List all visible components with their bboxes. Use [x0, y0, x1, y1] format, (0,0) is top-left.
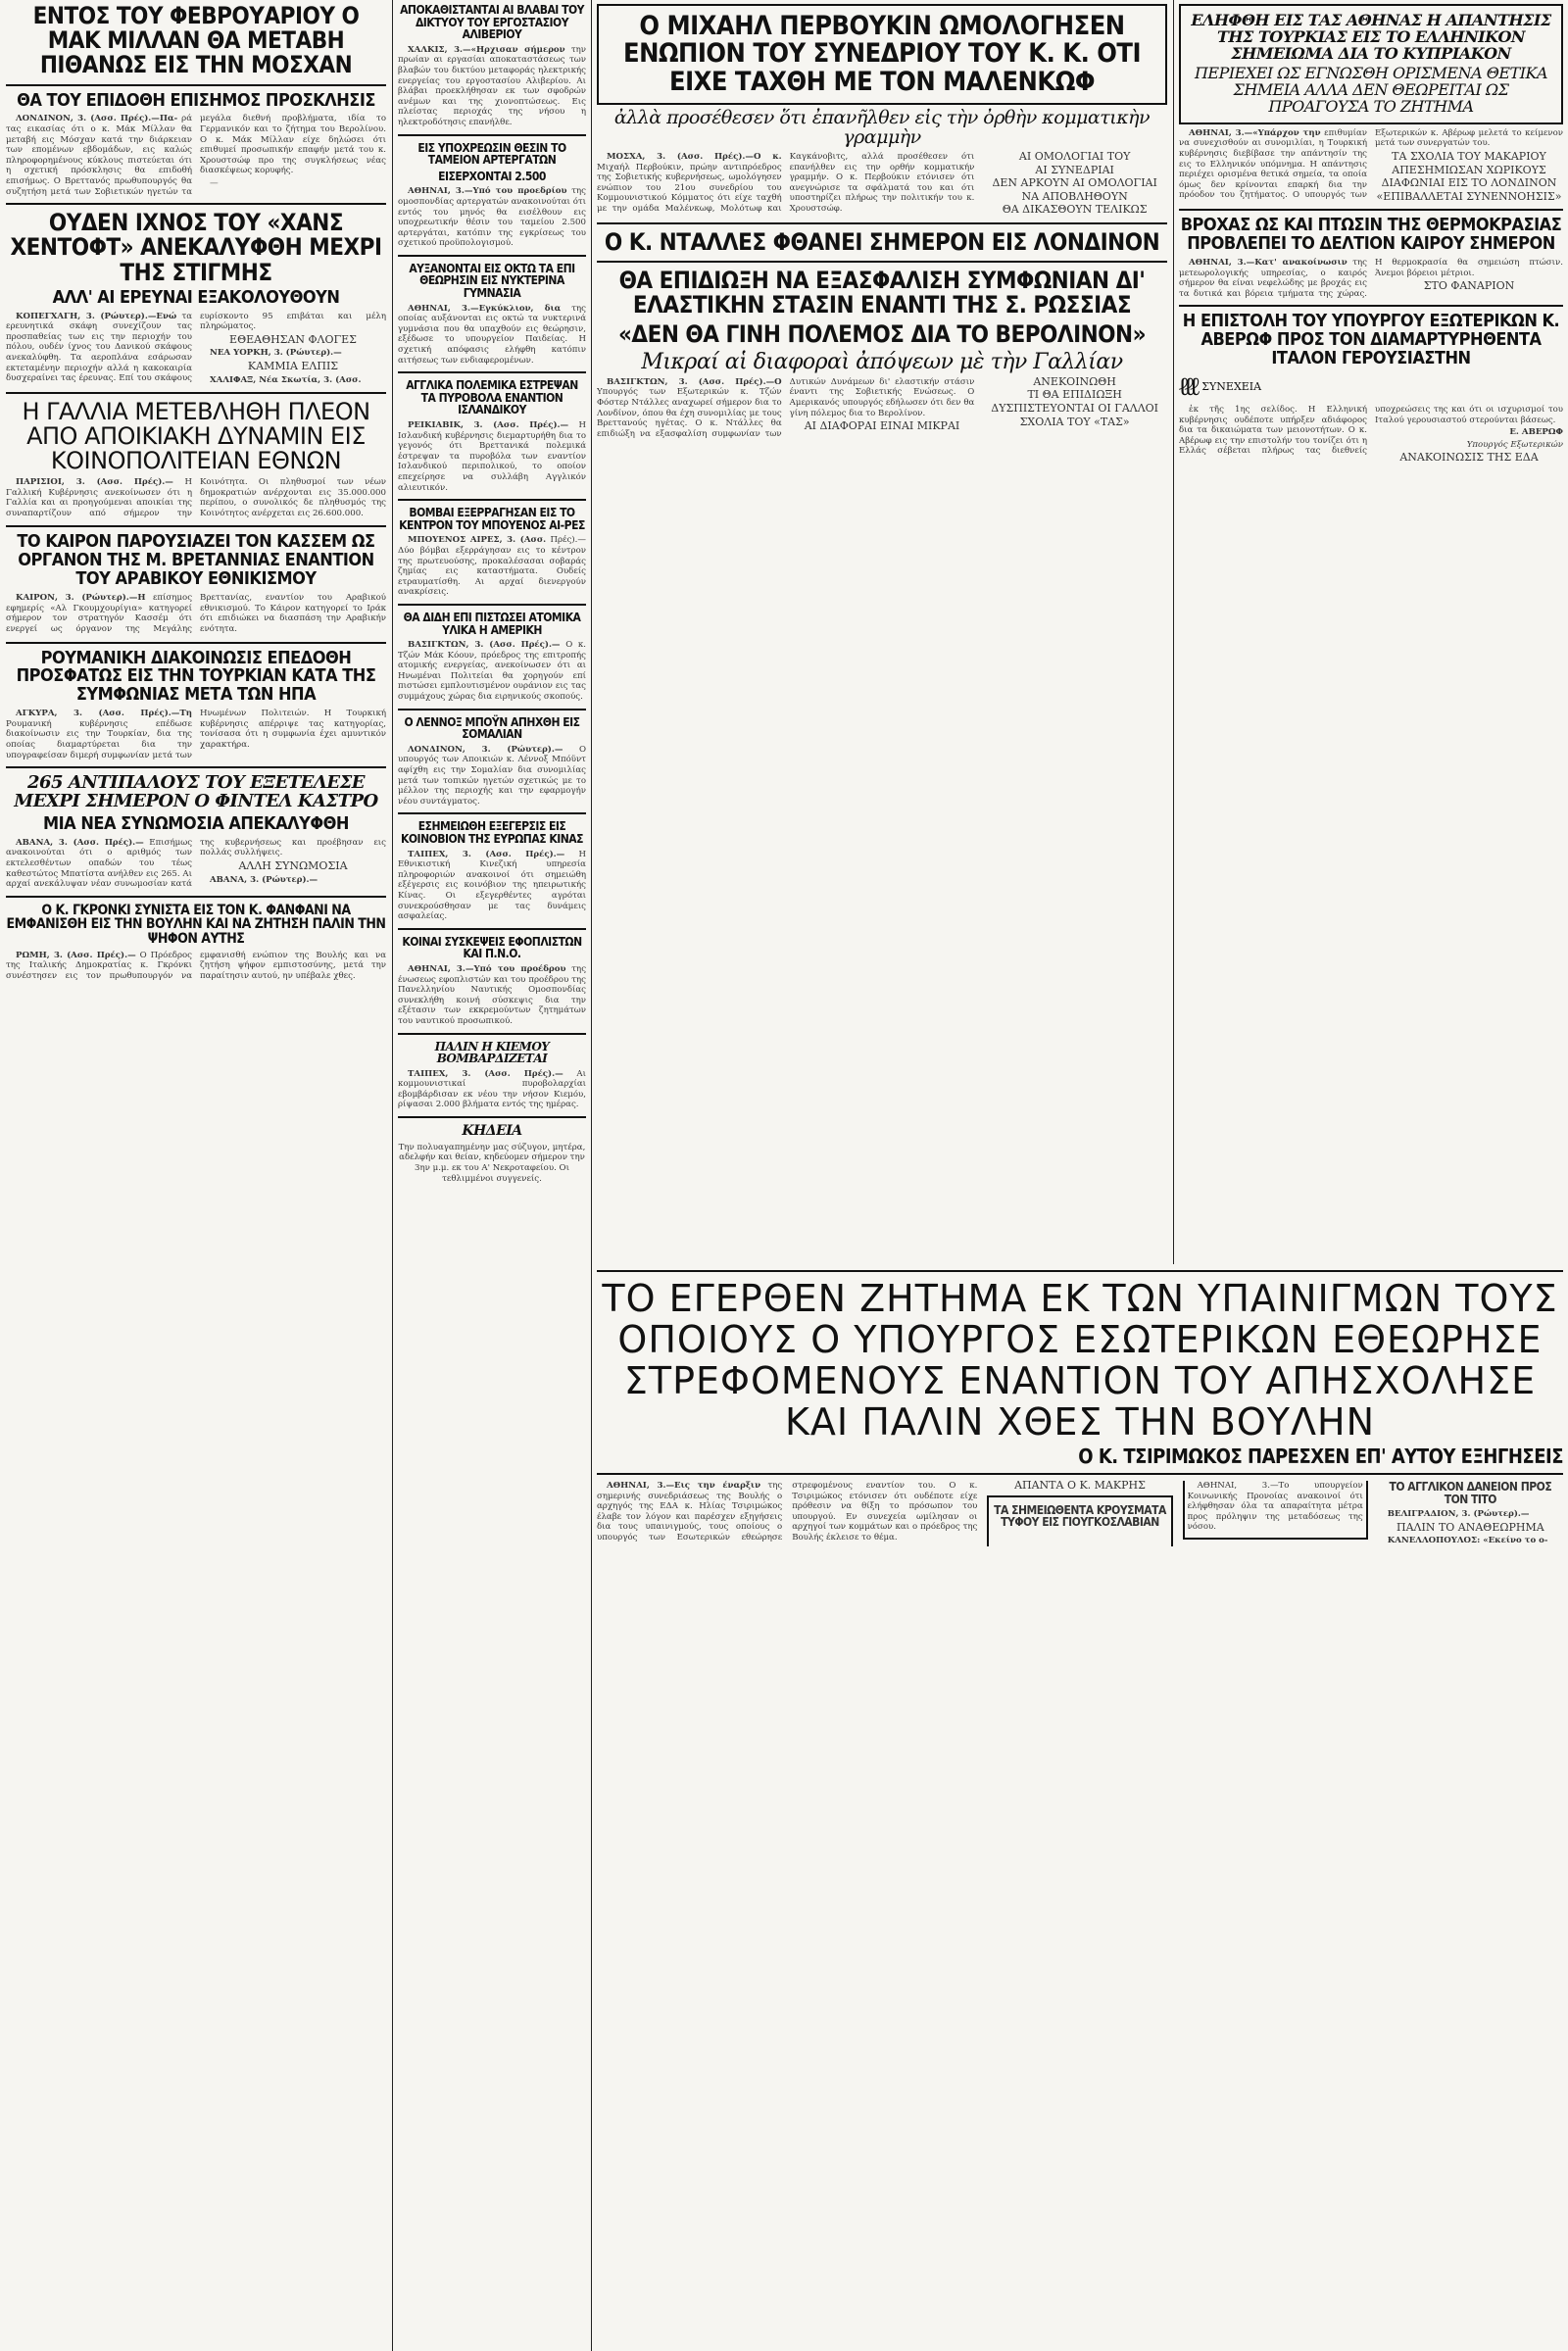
- divider: [6, 896, 386, 898]
- ornament-icon: ℓℓℓ: [1179, 371, 1197, 402]
- article: [398, 379, 586, 493]
- dateline: ΑΘΗΝΑΙ, 3.—Υπό του προέδρου: [408, 963, 566, 974]
- headline: ΕΙΣ ΥΠΟΧΡΕΩΣΙΝ ΘΕΣΙΝ ΤΟ ΤΑΜΕΙΟΝ ΑΡΤΕΡΓΑΤΩΝ: [417, 140, 566, 168]
- dateline: ΑΒΑΝΑ, 3. (Ασσ. Πρές).—: [16, 837, 144, 848]
- section-heading: ΝΑ ΑΠΟΒΛΗΘΟΥΝ: [1021, 189, 1128, 203]
- headline: ΕΛΗΦΘΗ ΕΙΣ ΤΑΣ ΑΘΗΝΑΣ Η ΑΠΑΝΤΗΣΙΣ ΤΗΣ ΤΟΥΡΚΙΑΣ ΕΙΣ ΤΟ ΕΛΛΗΝΙΚΟΝ ΣΗΜΕΙΩΜΑ ΔΙΑ ΤΟ ΚΥΠΡΙΑΚΟΝ: [1191, 11, 1551, 63]
- section-heading: ΑΝΑΚΟΙΝΩΣΙΣ ΤΗΣ ΕΔΑ: [1399, 451, 1539, 465]
- body-text: Ο υπουργός των Αποικιών κ. Λέννοξ Μπόϋντ αφίχθη εις την Σομαλίαν δια συνομιλίας μετά των τοπικών ηγετών σχετικώς με το μέλλον της περιοχής και την εφαρμογήν νέου συντάγματος.: [398, 744, 586, 807]
- dateline: ΤΑΙΠΕΧ, 3. (Ασσ. Πρές).—: [408, 1068, 564, 1079]
- divider: [398, 1033, 586, 1035]
- article-body: [6, 709, 386, 760]
- section-heading: «ΕΠΙΒΑΛΛΕΤΑΙ ΣΥΝΕΝΝΟΗΣΙΣ»: [1376, 189, 1562, 203]
- body-text: Ρουμανική κυβέρνησις επέδωσε διακοίνωσιν εις την Τουρκίαν, δια της οποίας διαμαρτύρεται δια την υπογραφείσαν διμερή συμφωνίαν μετά των Ηνωμένων Πολιτειών. Η Τουρκική κυβέρνησις απέρριψε τας κατηγορίας, τονίσασα ότι η συμφωνία έχει αμυντικόν χαρακτήρα.: [6, 709, 386, 760]
- divider: [6, 642, 386, 644]
- body-text: Υπουργός των Εξωτερικών κ. Τζών Φόστερ Ντάλλες αναχωρεί σήμερον δια το Λονδίνον, όπου θα έχη συνομιλίας με τους Βρεττανούς ηγέτας. Ο κ. Ντάλλες θα επιδιώξη να εξασφαλίση συμφωνίαν των Δυτικών Δυνάμεων δι' ελαστικήν στάσιν έναντι της Σοβιετικής Ενώσεως. Ο Αμερικανός υπουργός εδήλωσεν ότι δεν θα γίνη πόλεμος δια το Βερολίνον.: [597, 376, 975, 439]
- headline: ΕΣΗΜΕΙΩΘΗ ΕΞΕΓΕΡΣΙΣ ΕΙΣ ΚΟΙΝΟΒΙΟΝ ΤΗΣ ΕΥΡΩΠΑΣ ΚΙΝΑΣ: [401, 819, 583, 846]
- dateline: ΠΑΡΙΣΙΟΙ, 3. (Ασσ. Πρές).—: [16, 477, 173, 488]
- divider: [597, 222, 1167, 224]
- bottom-article: [597, 1264, 1563, 2351]
- body-text: Η Ισλανδική κυβέρνησις διεμαρτυρήθη δια το γεγονός ότι Βρεττανικά πολεμικά έστρεψαν τα πυροβόλα των εναντίον Ισλανδικού περιπολικού, το οποίον επεχείρησε να συλλάβη Αγγλικόν αλιευτικόν.: [398, 420, 586, 493]
- body-text: της σημερινής συνεδριάσεως της Βουλής ο αρχηγός της ΕΔΑ κ. Ηλίας Τσιριμώκος έλαβε τον λόγον και παρέσχεν εξηγήσεις δια τους υπαινιγμούς, τους οποίους ο υπουργός των Εσωτερικών εθεώρησε στρεφομένους εναντίον του. Ο κ. Τσιριμώκος ετόνισεν ότι ουδέποτε είχε πρόθεσιν να θίξη το πρόσωπον του υπουργού. Εν συνεχεία ωμίλησαν οι αρχηγοί των κομμάτων και ο πρόεδρος της Βουλής έκλεισε το θέμα.: [597, 1481, 978, 1543]
- article: [398, 507, 586, 598]
- subheadline: ΑΛΛ' ΑΙ ΕΡΕΥΝΑΙ ΕΞΑΚΟΛΟΥΘΟΥΝ: [52, 286, 340, 308]
- subheadline: Μικραί αἱ διαφοραὶ ἀπόψεων μὲ τὴν Γαλλίαν: [641, 349, 1123, 374]
- section-heading: ΑΠΑΝΤΑ Ο Κ. ΜΑΚΡΗΣ: [1014, 1479, 1146, 1492]
- divider: [6, 766, 386, 768]
- dateline: ΑΘΗΝΑΙ, 3.—Εις την έναρξιν: [607, 1481, 761, 1491]
- column-rule: [392, 0, 393, 2351]
- article-body: [398, 1069, 586, 1110]
- dateline: ΡΕΙΚΙΑΒΙΚ, 3. (Ασσ. Πρές).—: [408, 420, 569, 430]
- headline: ΠΑΛΙΝ Η ΚΙΕΜΟΥ ΒΟΜΒΑΡΔΙΖΕΤΑΙ: [434, 1039, 550, 1066]
- section-heading: ΣΥΝΕΧΕΙΑ: [1201, 380, 1262, 394]
- headline: Ο ΛΕΝΝΟΞ ΜΠΟΫΝ ΑΠΗΧΘΗ ΕΙΣ ΣΟΜΑΛΙΑΝ: [404, 714, 580, 742]
- body-text: ΑΘΗΝΑΙ, 3.—Το υπουργείον Κοινωνικής Προνοίας ανακοινοί ότι ελήφθησαν όλα τα απαραίτητα μέτρα προς πρόληψιν της μεταδόσεως της νόσου.: [1187, 1481, 1363, 1533]
- signature: Ε. ΑΒΕΡΩΦ: [1509, 427, 1563, 438]
- section-heading: ΑΙ ΟΜΟΛΟΓΙΑΙ ΤΟΥ: [1018, 149, 1131, 163]
- body-text: Μιχαήλ Περβούκιν, πρώην αντιπρόεδρος της Σοβιετικής κυβερνήσεως, ωμολόγησεν ενώπιον του 21ου συνεδρίου του Κομμουνιστικού Κόμματος ότι είχε ταχθή με την ομάδα Μαλένκωφ, Μολότωφ και Καγκάνοβιτς, αλλά προσέθεσεν ότι επανήλθεν εις την ορθήν κομματικήν γραμμήν. Ο κ. Περβούκιν ετόνισεν ότι ανεγνώρισε τα σφάλματά του και ότι υποστηρίζει πλήρως την πολιτικήν του κ. Χρουστσώφ.: [597, 151, 975, 214]
- article: [6, 4, 386, 197]
- dateline: ΑΓΚΥΡΑ, 3. (Ασσ. Πρές).—Τη: [16, 709, 192, 719]
- lead-article: [597, 4, 1167, 217]
- section-heading: ΕΘΕΑΘΗΣΑΝ ΦΛΟΓΕΣ: [229, 332, 357, 346]
- headline-box: [1179, 4, 1563, 124]
- article: [1179, 313, 1563, 464]
- divider: [398, 1116, 586, 1118]
- article-body: [597, 149, 1167, 217]
- article-body: [398, 535, 586, 598]
- article: [398, 142, 586, 249]
- divider: [398, 604, 586, 606]
- section-heading: ΤΙ ΘΑ ΕΠΙΔΙΩΞΗ: [1027, 388, 1122, 402]
- section-heading: ΔΥΣΠΙΣΤΕΥΟΝΤΑΙ ΟΙ ΓΑΛΛΟΙ: [991, 401, 1159, 415]
- dateline: ΝΕΑ ΥΟΡΚΗ, 3. (Ρώυτερ).—: [210, 348, 342, 359]
- divider: [398, 499, 586, 501]
- article-body: [398, 640, 586, 703]
- body-text: της ένωσεως εφοπλιστών και του προέδρου της Πανελληνίου Ναυτικής Ομοσπονδίας συνεκλήθη κοινή σύσκεψις δια την εξέτασιν των εκκρεμούντων ζητημάτων του ναυτικού προσωπικού.: [398, 963, 586, 1026]
- article-body: ΛΟΝΔΙΝΟΝ, 3. (Ασσ. Πρές).—Πα- ρά τας εικασίας ότι ο κ. Μάκ Μίλλαν θα μεταβή εις Μόσχαν κατά την διάρκειαν των επομένων εβδομάδων, εις καλώς πληροφορημένους κύκλους πιστεύεται ότι η σχετική πρόσκλησις θα επιδοθή επισήμως. Ο Βρεττανός πρωθυπουργός θα συζητήση μετά των Σοβιετικών ηγετών τα μεγάλα διεθνή προβλήματα, ιδία το Γερμανικόν και το ζήτημα του Βερολίνου. Ο κ. Μάκ Μίλλαν είχε δηλώσει ότι επιθυμεί προσωπικήν επαφήν μετά του κ. Χρουστσώφ προ της συγκλήσεως νέας διασκέψεως κορυφής. —: [6, 114, 386, 197]
- headline: ΒΟΜΒΑΙ ΕΞΕΡΡΑΓΗΣΑΝ ΕΙΣ ΤΟ ΚΕΝΤΡΟΝ ΤΟΥ ΜΠΟΥΕΝΟΣ ΑΙ-ΡΕΣ: [399, 506, 585, 532]
- divider: [398, 709, 586, 710]
- section-heading: ΤΑ ΣΧΟΛΙΑ ΤΟΥ ΜΑΚΑΡΙΟΥ: [1392, 149, 1546, 163]
- article-body: [6, 951, 386, 983]
- headline: Η ΓΑΛΛΙΑ ΜΕΤΕΒΛΗΘΗ ΠΛΕΟΝ ΑΠΟ ΑΠΟΙΚΙΑΚΗ ΔΥΝΑΜΙΝ ΕΙΣ ΚΟΙΝΟΠΟΛΙΤΕΙΑΝ ΕΘΝΩΝ: [22, 397, 370, 474]
- quote-line: ΚΑΝΕΛΛΟΠΟΥΛΟΣ: «Εκείνο το ο-: [1387, 1536, 1548, 1546]
- dateline: ΒΑΣΙΓΚΤΩΝ, 3. (Ασσ. Πρές).—: [408, 640, 561, 651]
- column-2: [398, 0, 586, 2351]
- section-heading: ΣΧΟΛΙΑ ΤΟΥ «ΤΑΣ»: [1019, 415, 1130, 428]
- article: [6, 647, 386, 761]
- article-body: [1179, 258, 1563, 299]
- body-text: Αι κομμουνιστικαί πυροβολαρχίαι εβομβάρδισαν εκ νέου την νήσον Κιεμόυ, ρίψασαι 2.000 βλήματα εντός της ημέρας.: [398, 1068, 586, 1110]
- body-text: ρά τας εικασίας ότι ο κ. Μάκ Μίλλαν θα μεταβή εις Μόσχαν κατά την διάρκειαν των επομένων εβδομάδων, εις καλώς πληροφορημένους κύκλους πιστεύεται ότι η σχετική πρόσκλησις θα επιδοθή επισήμως. Ο Βρεττανός πρωθυπουργός θα συζητήση μετά των Σοβιετικών ηγετών τα μεγάλα διεθνή προβλήματα, ιδία το Γερμανικόν και το ζήτημα του Βερολίνου. Ο κ. Μάκ Μίλλαν είχε δηλώσει ότι επιθυμεί προσωπικήν επαφήν μετά του κ. Χρουστσώφ προ της συγκλήσεως νέας διασκέψεως κορυφής.: [6, 114, 386, 197]
- article-body: [6, 312, 386, 386]
- headline: ΑΓΓΛΙΚΑ ΠΟΛΕΜΙΚΑ ΕΣΤΡΕΨΑΝ ΤΑ ΠΥΡΟΒΟΛΑ ΕΝΑΝΤΙΟΝ ΙΣΛΑΝΔΙΚΟΥ: [406, 378, 578, 417]
- article-body: [398, 304, 586, 367]
- dateline: ΑΒΑΝΑ, 3. (Ρώυτερ).—: [210, 874, 318, 885]
- headline: ΘΑ ΕΠΙΔΙΩΞΗ ΝΑ ΕΞΑΣΦΑΛΙΣΗ ΣΥΜΦΩΝΙΑΝ ΔΙ' ΕΛΑΣΤΙΚΗΝ ΣΤΑΣΙΝ ΕΝΑΝΤΙ ΤΗΣ Σ. ΡΩΣΣΙΑΣ: [618, 267, 1146, 319]
- dateline: ΚΟΠΕΓΧΑΓΗ, 3. (Ρώυτερ).—Ενώ: [16, 311, 177, 321]
- headline: ΤΟ ΚΑΙΡΟΝ ΠΑΡΟΥΣΙΑΖΕΙ ΤΟΝ ΚΑΣΣΕΜ ΩΣ ΟΡΓΑΝΟΝ ΤΗΣ Μ. ΒΡΕΤΑΝΝΙΑΣ ΕΝΑΝΤΙΟΝ ΤΟΥ ΑΡΑΒΙΚΟΥ ΕΘΝΙΚΙΣΜΟΥ: [17, 531, 375, 590]
- headline: Ο Κ. ΝΤΑΛΛΕΣ ΦΘΑΝΕΙ ΣΗΜΕΡΟΝ ΕΙΣ ΛΟΝΔΙΝΟΝ: [604, 227, 1160, 256]
- headline: ΚΟΙΝΑΙ ΣΥΣΚΕΨΕΙΣ ΕΦΟΠΛΙΣΤΩΝ ΚΑΙ Π.Ν.Ο.: [402, 934, 582, 961]
- article: [1179, 217, 1563, 299]
- article-body: [398, 1143, 586, 1184]
- divider: [398, 134, 586, 136]
- divider: [6, 525, 386, 527]
- article: [398, 936, 586, 1027]
- divider: [6, 392, 386, 394]
- body-text: επίσημος εφημερίς «Αλ Γκουμχουρίγια» κατηγορεί σήμερον τον στρατηγόν Κασσέμ ότι ενεργεί ως όργανον της Μεγάλης Βρεττανίας, εναντίον του Αραβικού εθνικισμού. Το Κάιρον κατηγορεί το Ιράκ ότι επιδιώκει να διασπάση την Αραβικήν ενότητα.: [6, 593, 386, 634]
- headline: ΘΑ ΔΙΔΗ ΕΠΙ ΠΙΣΤΩΣΕΙ ΑΤΟΜΙΚΑ ΥΛΙΚΑ Η ΑΜΕΡΙΚΗ: [403, 610, 581, 637]
- body-text: της ομοσπονδίας αρτεργατών ανακοινούται ότι εντός του μηνός θα εισέλθουν εις υποχρεωτικήν θέσιν του ταμείου 2.500 αρτεργάται, κατόπιν της εγκρίσεως του σχετικού προϋπολογισμού.: [398, 186, 586, 249]
- section-heading: ΑΙ ΔΙΑΦΟΡΑΙ ΕΙΝΑΙ ΜΙΚΡΑΙ: [804, 419, 960, 433]
- dateline: ΜΠΟΥΕΝΟΣ ΑΙΡΕΣ, 3. (Ασσ.: [408, 535, 547, 546]
- dateline: ΜΟΣΧΑ, 3. (Ασσ. Πρές).—Ο κ.: [607, 151, 782, 162]
- headline: Ο ΜΙΧΑΗΛ ΠΕΡΒΟΥΚΙΝ ΩΜΟΛΟΓΗΣΕΝ ΕΝΩΠΙΟΝ ΤΟΥ ΣΥΝΕΔΡΙΟΥ ΤΟΥ Κ. Κ. ΟΤΙ ΕΙΧΕ ΤΑΧΘΗ ΜΕ ΤΟΝ ΜΑΛΕΝΚΩΦ: [622, 11, 1142, 97]
- dateline: ΛΟΝΔΙΝΟΝ, 3. (Ρώυτερ).—: [408, 744, 564, 755]
- headline: ΚΗΔΕΙΑ: [462, 1123, 522, 1140]
- divider: [597, 1473, 1563, 1475]
- dateline: ΑΘΗΝΑΙ, 3.—Κατ' ανακοίνωσιν: [1189, 257, 1348, 268]
- article-body: [6, 838, 386, 890]
- article-body: [597, 374, 1167, 440]
- body-text: Ο Πρόεδρος της Ιταλικής Δημοκρατίας κ. Γκρόνκι συνέστησεν εις τον πρωθυπουργόν να εμφανισθή ενώπιον της Βουλής και να ζητήση ψήφον εμπιστοσύνης, μετά την παραίτησιν αυτού, ην υπέβαλε χθες.: [6, 950, 386, 982]
- subheadline: ΘΑ ΤΟΥ ΕΠΙΔΟΘΗ ΕΠΙΣΗΜΟΣ ΠΡΟΣΚΛΗΣΙΣ: [17, 89, 375, 111]
- dateline: ΡΩΜΗ, 3. (Ασσ. Πρές).—: [16, 950, 136, 960]
- body-text: της μετεωρολογικής υπηρεσίας, ο καιρός σήμερον θα είναι νεφελώδης με βροχάς εις τα δυτικά και βόρεια τμήματα της χώρας. Η θερμοκρασία θα σημειώση πτώσιν. Άνεμοι βόρειοι μέτριοι.: [1179, 257, 1563, 299]
- divider: [398, 371, 586, 373]
- body-text: της οποίας αυξάνονται εις οκτώ τα νυκτερινά γυμνάσια που θα υπαχθούν εις θεώρησιν, εξέδωσε το υπουργείον Παιδείας. Η σχετική απόφασις ελήφθη κατόπιν αιτήσεως των ενδιαφερομένων.: [398, 303, 586, 366]
- divider: [6, 203, 386, 205]
- article: [398, 612, 586, 703]
- body-text: Πρές).—Δύο βόμβαι εξερράγησαν εις το κέντρον της πρωτευούσης, προκαλέσασαι σοβαράς ζημίας εις καταστήματα. Ουδείς ετραυματίσθη. Αι αρχαί διενεργούν ανακρίσεις.: [398, 535, 586, 598]
- signature-title: Υπουργός Εξωτερικών: [1466, 439, 1563, 450]
- article: [398, 716, 586, 808]
- body-text: τα ερευνητικά σκάφη συνεχίζουν τας προσπαθείας των εις την περιοχήν του πόλου, ουδέν ίχνος του Δανικού σκάφους ανεκαλύφθη. Τα αεροπλάνα εσάρωσαν εκτεταμένην περιοχήν αλλά η κακοκαιρία δυσχεραίνει τας έρευνας. Επί του σκάφους ευρίσκοντο 95 επιβάται και μέλη πληρώματος.: [6, 311, 386, 384]
- divider: [1179, 305, 1563, 307]
- article: [6, 397, 386, 520]
- body-text: Ο κ. Τζών Μάκ Κόουν, πρόεδρος της επιτροπής ατομικής ενεργείας, ανεκοίνωσεν ότι αι Ηνωμέναι Πολιτείαι θα χορηγούν επί πιστώσει εμπλουτισμένον ουράνιον εις τας συμμάχους χώρας δια ειρηνικούς σκοπούς.: [398, 640, 586, 703]
- headline: ΑΠΟΚΑΘΙΣΤΑΝΤΑΙ ΑΙ ΒΛΑΒΑΙ ΤΟΥ ΔΙΚΤΥΟΥ ΤΟΥ ΕΡΓΟΣΤΑΣΙΟΥ ΑΛΙΒΕΡΙΟΥ: [400, 3, 584, 42]
- headline: ΤΟ ΕΓΕΡΘΕΝ ΖΗΤΗΜΑ ΕΚ ΤΩΝ ΥΠΑΙΝΙΓΜΩΝ ΤΟΥΣ ΟΠΟΙΟΥΣ Ο ΥΠΟΥΡΓΟΣ ΕΣΩΤΕΡΙΚΩΝ ΕΘΕΩΡΗΣΕ ΣΤΡΕΦΟΜΕΝΟΥΣ ΕΝΑΝΤΙΟΝ ΤΟΥ ΑΠΗΣΧΟΛΗΣΕ ΚΑΙ ΠΑΛΙΝ ΧΘΕΣ ΤΗΝ ΒΟΥΛΗΝ: [602, 1277, 1558, 1444]
- divider: [398, 928, 586, 930]
- article-body: [398, 964, 586, 1027]
- article-body: [398, 420, 586, 493]
- article-body: [398, 850, 586, 922]
- dateline: ΚΑΙΡΟΝ, 3. (Ρώυτερ).—Η: [16, 593, 146, 604]
- article: [398, 820, 586, 921]
- dateline: ΤΑΙΠΕΧ, 3. (Ασσ. Πρές).—: [408, 849, 565, 859]
- headline: Η ΕΠΙΣΤΟΛΗ ΤΟΥ ΥΠΟΥΡΓΟΥ ΕΞΩΤΕΡΙΚΩΝ Κ. ΑΒΕΡΩΦ ΠΡΟΣ ΤΟΝ ΔΙΑΜΑΡΤΥΡΗΘΕΝΤΑ ΙΤΑΛΟΝ ΓΕΡΟΥΣΙΑΣΤΗΝ: [1182, 311, 1560, 369]
- headline-box: [597, 4, 1167, 105]
- lead-article-2: [597, 227, 1167, 439]
- column-1: [6, 0, 386, 2351]
- article: [6, 211, 386, 385]
- body-text: Επισήμως ανακοινούται ότι ο αριθμός των εκτελεσθέντων οπαδών του τέως καθεστώτος Μπατίστα ανήλθεν εις 265. Αι αρχαί ανεκάλυψαν νέαν συνωμοσίαν κατά της κυβερνήσεως και προέβησαν εις πολλάς συλλήψεις.: [6, 837, 386, 890]
- headline: ΒΡΟΧΑΣ ΩΣ ΚΑΙ ΠΤΩΣΙΝ ΤΗΣ ΘΕΡΜΟΚΡΑΣΙΑΣ ΠΡΟΒΛΕΠΕΙ ΤΟ ΔΕΛΤΙΟΝ ΚΑΙΡΟΥ ΣΗΜΕΡΟΝ: [1180, 215, 1562, 255]
- body-text: Την πολυαγαπημένην μας σύζυγον, μητέρα, αδελφήν και θείαν, κηδεύομεν σήμερον την 3ην μ.μ. εκ του Α' Νεκροταφείου. Οι τεθλιμμένοι συγγενείς.: [398, 1142, 586, 1184]
- section-heading: ΔΕΝ ΑΡΚΟΥΝ ΑΙ ΟΜΟΛΟΓΙΑΙ: [992, 176, 1157, 190]
- article-body: [398, 745, 586, 808]
- article-body: [398, 186, 586, 249]
- continuation: [1179, 372, 1563, 402]
- section-heading: ΑΝΕΚΟΙΝΩΘΗ: [1033, 374, 1116, 388]
- subheadline: ἀλλὰ προσέθεσεν ὅτι ἐπανῆλθεν εἰς τὴν ὀρθὴν κομματικὴν γραμμὴν: [613, 107, 1151, 148]
- section-heading: ΑΙ ΣΥΝΕΔΡΙΑΙ: [1035, 163, 1114, 176]
- divider: [6, 84, 386, 86]
- article: [398, 1041, 586, 1111]
- divider: [398, 255, 586, 257]
- section-heading: ΤΑ ΣΗΜΕΙΩΘΕΝΤΑ ΚΡΟΥΣΜΑΤΑ ΤΥΦΟΥ ΕΙΣ ΓΙΟΥΓΚΟΣΛΑΒΙΑΝ: [994, 1502, 1166, 1530]
- column-rule: [591, 0, 592, 2351]
- subheadline: ΠΕΡΙΕΧΕΙ ΩΣ ΕΓΝΩΣΘΗ ΟΡΙΣΜΕΝΑ ΘΕΤΙΚΑ ΣΗΜΕΙΑ ΑΛΛΑ ΔΕΝ ΘΕΩΡΕΙΤΑΙ ΩΣ ΠΡΟΑΓΟΥΣΑ ΤΟ ΖΗΤΗΜΑ: [1194, 64, 1548, 116]
- headline: 265 ΑΝΤΙΠΑΛΟΥΣ ΤΟΥ ΕΞΕΤΕΛΕΣΕ ΜΕΧΡΙ ΣΗΜΕΡΟΝ Ο ΦΙΝΤΕΛ ΚΑΣΤΡΟ: [14, 772, 378, 812]
- body-text: ἐκ τῆς 1ης σελίδος. Η Ελληνική κυβέρνησις ουδέποτε υπήρξεν αδιάφορος δια τα δικαιώματα των μειονοτήτων. Ο κ. Αβέρωφ εις την επιστολήν του τονίζει ότι η Ελλάς σέβεται πλήρως τας διεθνείς υποχρεώσεις της και ότι οι ισχυρισμοί του Ιταλού γερουσιαστού στερούνται βάσεως.: [1179, 404, 1563, 457]
- notice: [398, 1124, 586, 1184]
- dateline: ΑΘΗΝΑΙ, 3.—«Υπάρχον την: [1189, 127, 1321, 138]
- article: [6, 774, 386, 890]
- section-heading: ΤΟ ΑΓΓΛΙΚΟΝ ΔΑΝΕΙΟΝ ΠΡΟΣ ΤΟΝ ΤΙΤΟ: [1389, 1480, 1552, 1506]
- headline: ΟΥΔΕΝ ΙΧΝΟΣ ΤΟΥ «ΧΑΝΣ ΧΕΝΤΟΦΤ» ΑΝΕΚΑΛΥΦΘΗ ΜΕΧΡΙ ΤΗΣ ΣΤΙΓΜΗΣ: [10, 209, 382, 286]
- dateline: ΧΑΛΙΦΑΞ, Νέα Σκωτία, 3. (Ασσ.: [210, 374, 362, 385]
- section-heading: ΑΠΕΣΗΜΙΩΣΑΝ ΧΩΡΙΚΟΥΣ: [1392, 163, 1546, 176]
- divider: [597, 261, 1167, 263]
- subheadline: ΜΙΑ ΝΕΑ ΣΥΝΩΜΟΣΙΑ ΑΠΕΚΑΛΥΦΘΗ: [43, 812, 349, 834]
- dateline: ΑΘΗΝΑΙ, 3.—Εγκύκλιον, δια: [408, 303, 562, 314]
- article-body: [6, 477, 386, 519]
- article-body: [1179, 128, 1563, 203]
- section-heading: ΚΑΜΜΙΑ ΕΛΠΙΣ: [247, 360, 339, 373]
- article-body: [597, 1481, 1563, 1546]
- dateline: ΑΘΗΝΑΙ, 3.—Υπό του προεδρίου: [408, 186, 567, 197]
- dateline: ΛΟΝΔΙΝΟΝ, 3. (Ασσ. Πρές).—Πα-: [16, 114, 178, 124]
- section-heading: ΑΛΛΗ ΣΥΝΩΜΟΣΙΑ: [238, 859, 348, 872]
- quote-headline: «ΔΕΝ ΘΑ ΓΙΝΗ ΠΟΛΕΜΟΣ ΔΙΑ ΤΟ ΒΕΡΟΛΙΝΟΝ»: [617, 319, 1147, 348]
- headline: Ο Κ. ΓΚΡΟΝΚΙ ΣΥΝΙΣΤΑ ΕΙΣ ΤΟΝ Κ. ΦΑΝΦΑΝΙ ΝΑ ΕΜΦΑΝΙΣΘΗ ΕΙΣ ΤΗΝ ΒΟΥΛΗΝ ΚΑΙ ΝΑ ΖΗΤΗΣΗ ΠΑΛΙΝ ΤΗΝ ΨΗΦΟΝ ΑΥΤΗΣ: [6, 902, 386, 948]
- dateline: ΒΕΛΙΓΡΑΔΙΟΝ, 3. (Ρώυτερ).—: [1387, 1509, 1530, 1520]
- headline: ΕΝΤΟΣ ΤΟΥ ΦΕΒΡΟΥΑΡΙΟΥ Ο ΜΑΚ ΜΙΛΛΑΝ ΘΑ ΜΕΤΑΒΗ ΠΙΘΑΝΩΣ ΕΙΣ ΤΗΝ ΜΟΣΧΑΝ: [32, 2, 360, 79]
- section-heading: ΔΙΑΦΩΝΙΑΙ ΕΙΣ ΤΟ ΛΟΝΔΙΝΟΝ: [1381, 176, 1557, 190]
- article-body: [398, 45, 586, 128]
- section-heading: ΘΑ ΔΙΚΑΣΘΟΥΝ ΤΕΛΙΚΩΣ: [1002, 203, 1148, 217]
- headline: ΡΟΥΜΑΝΙΚΗ ΔΙΑΚΟΙΝΩΣΙΣ ΕΠΕΔΟΘΗ ΠΡΟΣΦΑΤΩΣ ΕΙΣ ΤΗΝ ΤΟΥΡΚΙΑΝ ΚΑΤΑ ΤΗΣ ΣΥΜΦΩΝΙΑΣ ΜΕΤΑ ΤΩΝ ΗΠΑ: [16, 647, 376, 706]
- article: [1179, 4, 1563, 203]
- subheadline: ΕΙΣΕΡΧΟΝΤΑΙ 2.500: [438, 169, 546, 183]
- subheadline: Ο Κ. ΤΣΙΡΙΜΩΚΟΣ ΠΑΡΕΣΧΕΝ ΕΠ' ΑΥΤΟΥ ΕΞΗΓΗΣΕΙΣ: [1078, 1445, 1563, 1468]
- dateline: ΒΑΣΙΓΚΤΩΝ, 3. (Ασσ. Πρές).—Ο: [607, 376, 782, 387]
- article: [6, 533, 386, 635]
- body-text: Η Εθνικιστική Κινεζική υπηρεσία πληροφοριών ανακοινοί ότι σημειώθη εξέγερσις εις κοινόβιον της ηπειρωτικής Κίνας. Οι εξεγερθέντες αγρόται συνεκρούσθησαν με τας δυνάμεις ασφαλείας.: [398, 849, 586, 922]
- body-text: την πρωίαν αι εργασίαι αποκαταστάσεως των βλαβών του δικτύου μεταφοράς ηλεκτρικής ενεργείας του εργοστασίου Αλιβερίου. Αι βλάβαι προεκλήθησαν εκ των σφοδρών ανέμων και της χιονοπτώσεως. Εις πλείστας περιοχάς της νήσου η ηλεκτροδότησις επανήλθε.: [398, 44, 586, 127]
- article-body: [1179, 405, 1563, 464]
- section-heading: ΠΑΛΙΝ ΤΟ ΑΝΑΘΕΩΡΗΜΑ: [1396, 1520, 1544, 1534]
- divider: [1179, 209, 1563, 211]
- dateline: ΧΑΛΚΙΣ, 3.—«Ηρχισαν σήμερον: [408, 44, 565, 55]
- article: [398, 4, 586, 128]
- article-body: [6, 593, 386, 635]
- body-text: επιθυμίαν να συνεχισθούν αι συνομιλίαι, η Τουρκική κυβέρνησις διεβίβασε την απάντησίν της εις το Ελληνικόν υπόμνημα. Η απάντησις περιέχει ορισμένα θετικά σημεία, τα οποία όμως δεν κρίνονται επαρκή δια την πρόοδον του ζητήματος. Ο υπουργός των Εξωτερικών κ. Αβέρωφ μελετά το κείμενον μετά των συνεργατών του.: [1179, 127, 1563, 201]
- article: [6, 904, 386, 983]
- article: [398, 263, 586, 366]
- divider: [398, 812, 586, 814]
- section-heading: ΣΤΟ ΦΑΝΑΡΙΟΝ: [1423, 279, 1515, 293]
- headline: ΑΥΞΑΝΟΝΤΑΙ ΕΙΣ ΟΚΤΩ ΤΑ ΕΠΙ ΘΕΩΡΗΣΙΝ ΕΙΣ ΝΥΚΤΕΡΙΝΑ ΓΥΜΝΑΣΙΑ: [409, 261, 575, 301]
- divider: [597, 1270, 1563, 1272]
- body-text: Η Γαλλική Κυβέρνησις ανεκοίνωσεν ότι η Γαλλία και αι προηγούμεναι αποικίαι της συναπαρτίζουν από σήμερον την Κοινότητα. Οι πληθυσμοί των νέων δημοκρατιών ανέρχονται εις 35.000.000 περίπου, ο συνολικός δε πληθυσμός της Κοινότητος ανέρχεται εις 26.600.000.: [6, 477, 386, 518]
